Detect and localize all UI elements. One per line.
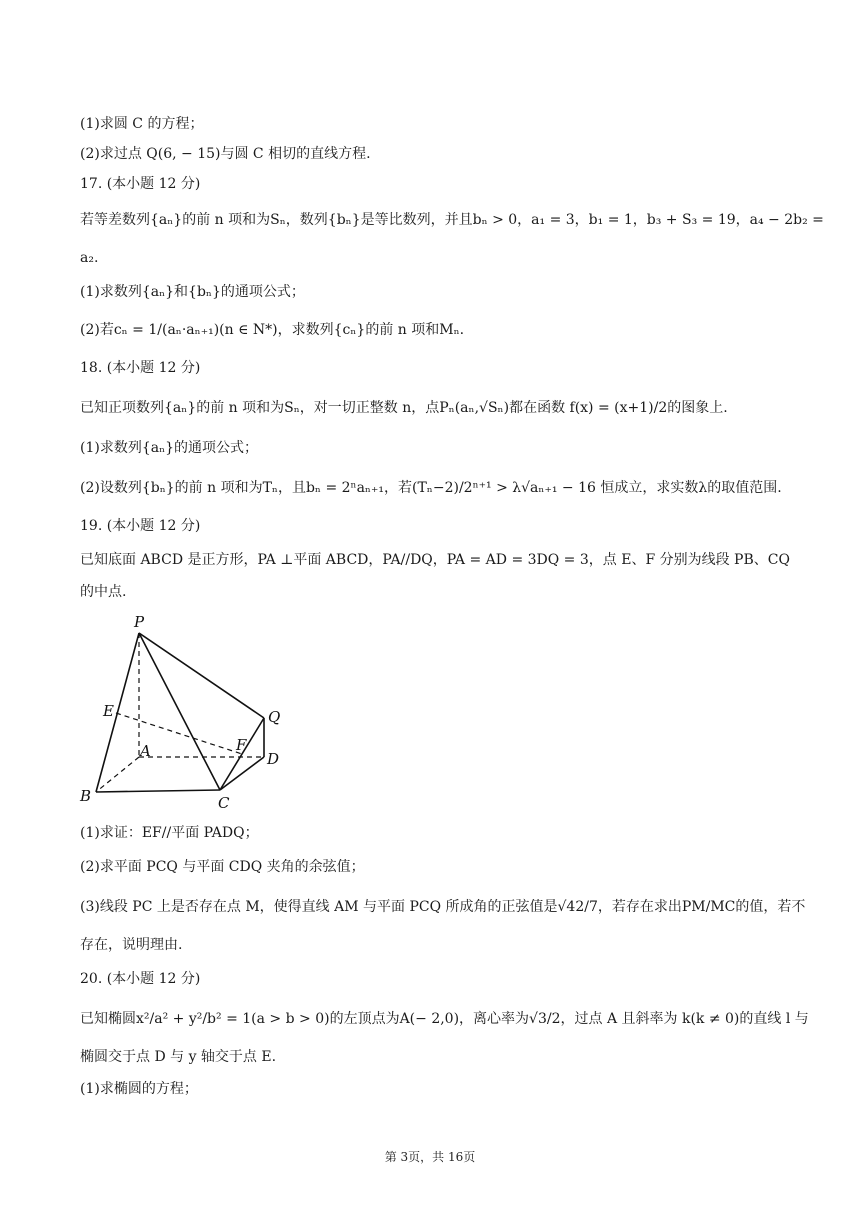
label-a: A	[140, 742, 151, 760]
edge-bc	[96, 790, 220, 792]
text-line: (1)求椭圆的方程；	[80, 1081, 198, 1097]
text-line: 已知椭圆x²/a² + y²/b² = 1(a > b > 0)的左顶点为A(− 2,0)，离心率为√3/2，过点 A 且斜率为 k(k ≠ 0)的直线 l 与	[80, 1011, 809, 1027]
label-b: B	[80, 787, 92, 805]
page-footer: 第 3页，共 16页	[384, 1150, 476, 1164]
text-line: (2)若cₙ = 1/(aₙ·aₙ₊₁)(n ∈ N*)，求数列{cₙ}的前 n 项和Mₙ.	[80, 322, 465, 338]
text-line: 存在，说明理由.	[80, 937, 183, 953]
text-line: (2)求平面 PCQ 与平面 CDQ 夹角的余弦值；	[80, 859, 365, 875]
pyramid-diagram	[74, 612, 294, 814]
text-line: 已知底面 ABCD 是正方形，PA ⊥平面 ABCD，PA//DQ，PA = AD = 3DQ = 3，点 E、F 分别为线段 PB、CQ	[80, 552, 790, 568]
label-p: P	[134, 613, 145, 631]
text-line: (3)线段 PC 上是否存在点 M，使得直线 AM 与平面 PCQ 所成角的正弦值是√42/7，若存在求出PM/MC的值，若不	[80, 899, 806, 915]
text-line: 椭圆交于点 D 与 y 轴交于点 E.	[80, 1049, 277, 1065]
text-line: 的中点.	[80, 584, 127, 600]
text-line: 已知正项数列{aₙ}的前 n 项和为Sₙ，对一切正整数 n，点Pₙ(aₙ,√Sₙ)都在函数 f(x) = (x+1)/2的图象上.	[80, 400, 728, 416]
label-f: F	[236, 736, 247, 754]
text-line: (1)求数列{aₙ}的通项公式；	[80, 440, 259, 456]
edge-ab	[96, 757, 139, 792]
problem-heading: 17. (本小题 12 分)	[80, 176, 201, 192]
label-c: C	[218, 794, 230, 812]
text-line: (1)求数列{aₙ}和{bₙ}的通项公式；	[80, 284, 305, 300]
edge-pq	[139, 633, 264, 718]
text-line: 若等差数列{aₙ}的前 n 项和为Sₙ，数列{bₙ}是等比数列，并且bₙ > 0，a₁ = 3，b₁ = 1，b₃ + S₃ = 19，a₄ − 2b₂ =	[80, 212, 824, 228]
label-e: E	[103, 702, 114, 720]
edge-pc	[139, 633, 220, 790]
label-q: Q	[268, 708, 281, 726]
text-line: (2)求过点 Q(6, − 15)与圆 C 相切的直线方程.	[80, 146, 371, 162]
text-line: (1)求圆 C 的方程；	[80, 116, 204, 132]
problem-heading: 18. (本小题 12 分)	[80, 360, 201, 376]
edge-cd	[220, 757, 264, 790]
problem-heading: 20. (本小题 12 分)	[80, 971, 201, 987]
segment-ef	[116, 713, 242, 754]
text-line: a₂.	[80, 250, 99, 266]
problem-heading: 19. (本小题 12 分)	[80, 518, 201, 534]
label-d: D	[267, 750, 280, 768]
text-line: (1)求证：EF//平面 PADQ；	[80, 825, 259, 841]
text-line: (2)设数列{bₙ}的前 n 项和为Tₙ，且bₙ = 2ⁿaₙ₊₁，若(Tₙ−2)/2ⁿ⁺¹ > λ√aₙ₊₁ − 16 恒成立，求实数λ的取值范围.	[80, 480, 782, 496]
